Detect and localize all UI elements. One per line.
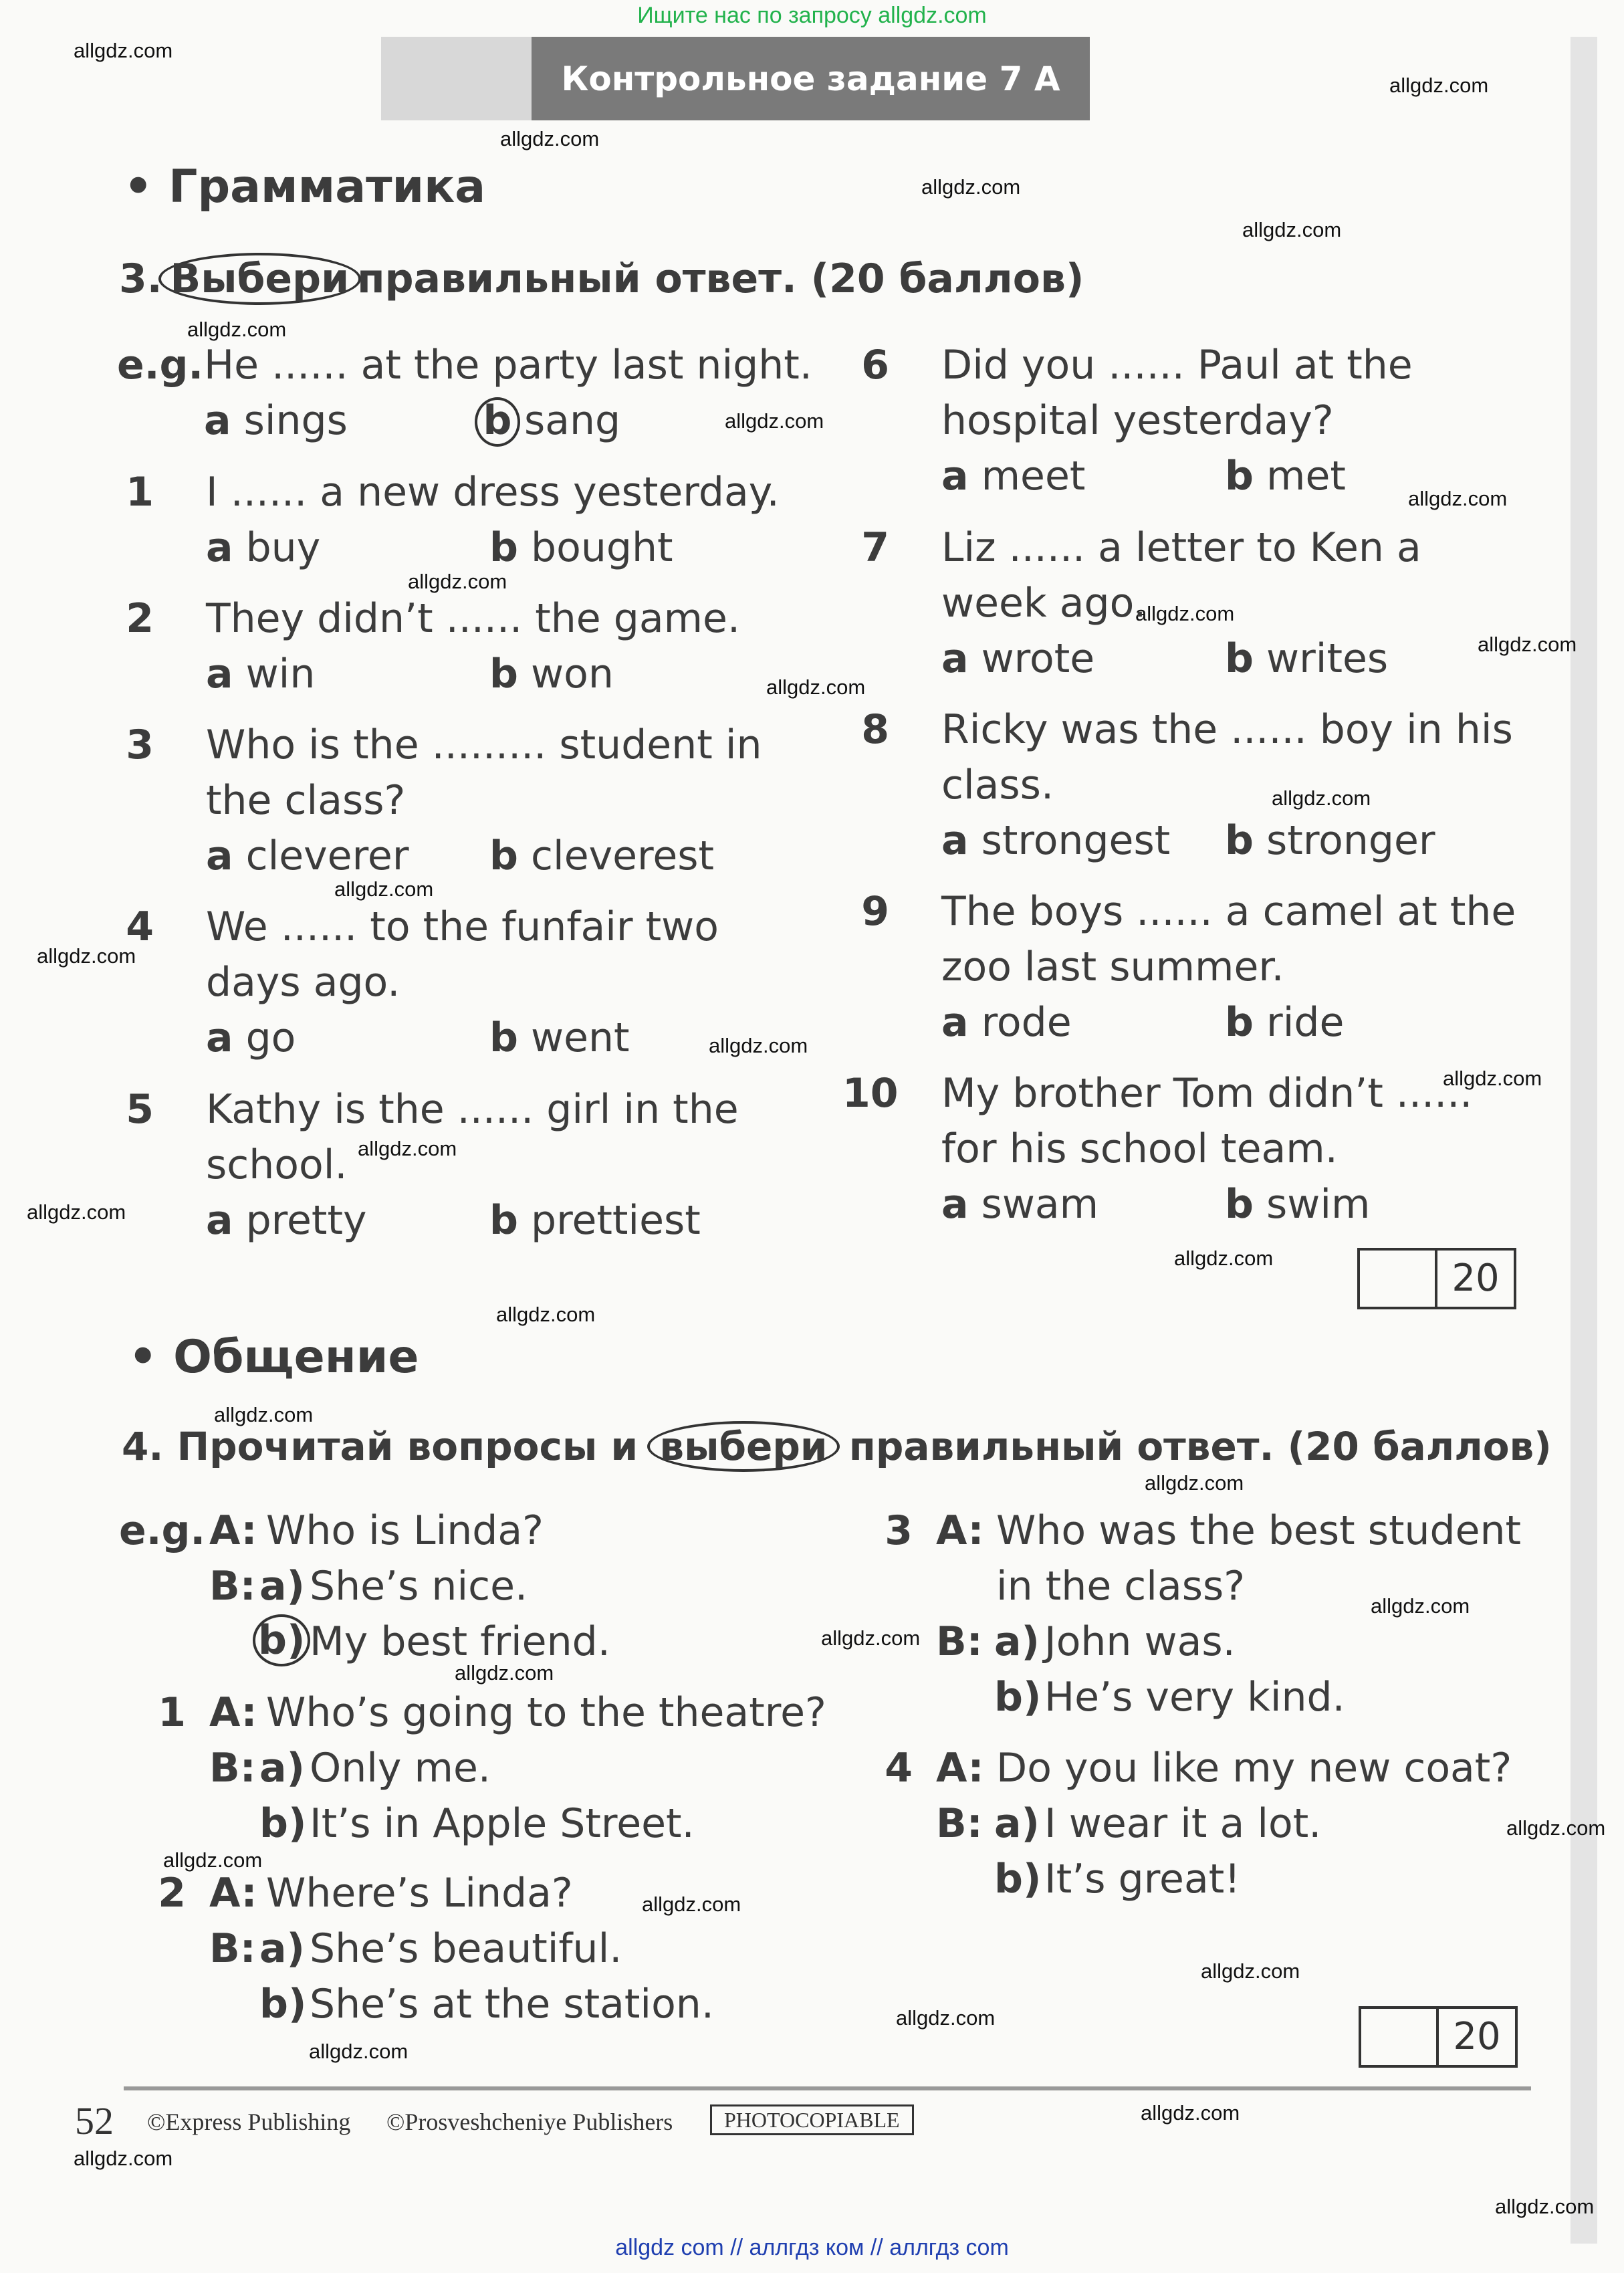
watermark: allgdz.com <box>642 1892 741 1916</box>
watermark: allgdz.com <box>709 1034 808 1057</box>
watermark: allgdz.com <box>1506 1816 1606 1840</box>
task-3-instruction: 3. Выбери правильный ответ. (20 баллов) <box>119 253 1084 305</box>
section-communication-heading: • Общение <box>128 1331 419 1384</box>
watermark: allgdz.com <box>74 39 173 62</box>
publisher-2: ©Prosveshcheniye Publishers <box>386 2108 673 2135</box>
watermark: allgdz.com <box>74 2147 173 2170</box>
photocopiable-label: PHOTOCOPIABLE <box>710 2108 914 2133</box>
watermark: allgdz.com <box>1478 633 1577 656</box>
watermark: allgdz.com <box>408 570 507 593</box>
watermark: allgdz.com <box>1135 602 1235 625</box>
circled-answer: b <box>475 397 520 447</box>
watermark: allgdz.com <box>766 675 866 699</box>
watermark: allgdz.com <box>1242 218 1342 241</box>
grammar-score-box: 20 <box>1357 1248 1516 1309</box>
watermark: allgdz.com <box>358 1137 457 1160</box>
watermark: allgdz.com <box>821 1626 921 1650</box>
section-grammar-heading: • Грамматика <box>124 160 486 213</box>
watermark: allgdz.com <box>1443 1067 1542 1090</box>
circled-word: Выбери <box>158 253 362 305</box>
footer-rule <box>124 2086 1531 2090</box>
search-hint: Ищите нас по запросу allgdz.com <box>637 3 987 28</box>
watermark: allgdz.com <box>37 944 136 968</box>
circled-answer: b) <box>253 1614 310 1666</box>
watermark: allgdz.com <box>1141 2101 1240 2125</box>
watermark: allgdz.com <box>1408 487 1508 510</box>
page-number: 52 <box>75 2099 114 2143</box>
watermark: allgdz.com <box>187 318 287 341</box>
watermark: allgdz.com <box>1371 1594 1470 1618</box>
publisher-1: ©Express Publishing <box>147 2108 351 2135</box>
watermark: allgdz.com <box>334 877 434 901</box>
watermark: allgdz.com <box>309 2040 409 2063</box>
page-edge-shadow <box>1571 37 1597 2244</box>
watermark: allgdz.com <box>214 1403 314 1426</box>
watermark: allgdz.com <box>1272 786 1371 810</box>
watermark: allgdz.com <box>163 1848 263 1872</box>
watermark: allgdz.com <box>1145 1471 1244 1495</box>
footer-watermark: allgdz com // аллгдз ком // аллгдз com <box>615 2235 1009 2260</box>
watermark: allgdz.com <box>1495 2195 1595 2218</box>
watermark: allgdz.com <box>1201 1959 1300 1983</box>
watermark: allgdz.com <box>1389 74 1489 97</box>
banner-title: Контрольное задание 7 А <box>532 37 1090 120</box>
watermark: allgdz.com <box>500 127 600 150</box>
circled-word: выбери <box>647 1421 839 1472</box>
banner-shadow <box>381 37 532 120</box>
watermark: allgdz.com <box>496 1303 596 1326</box>
watermark: allgdz.com <box>455 1661 554 1685</box>
task-4-instruction: 4. Прочитай вопросы и выбери правильный ответ. (20 баллов) <box>122 1421 1552 1472</box>
watermark: allgdz.com <box>1174 1247 1274 1270</box>
watermark: allgdz.com <box>725 409 824 433</box>
communication-score-box: 20 <box>1359 2006 1518 2068</box>
watermark: allgdz.com <box>896 2006 996 2030</box>
watermark: allgdz.com <box>921 175 1021 199</box>
watermark: allgdz.com <box>27 1200 126 1224</box>
